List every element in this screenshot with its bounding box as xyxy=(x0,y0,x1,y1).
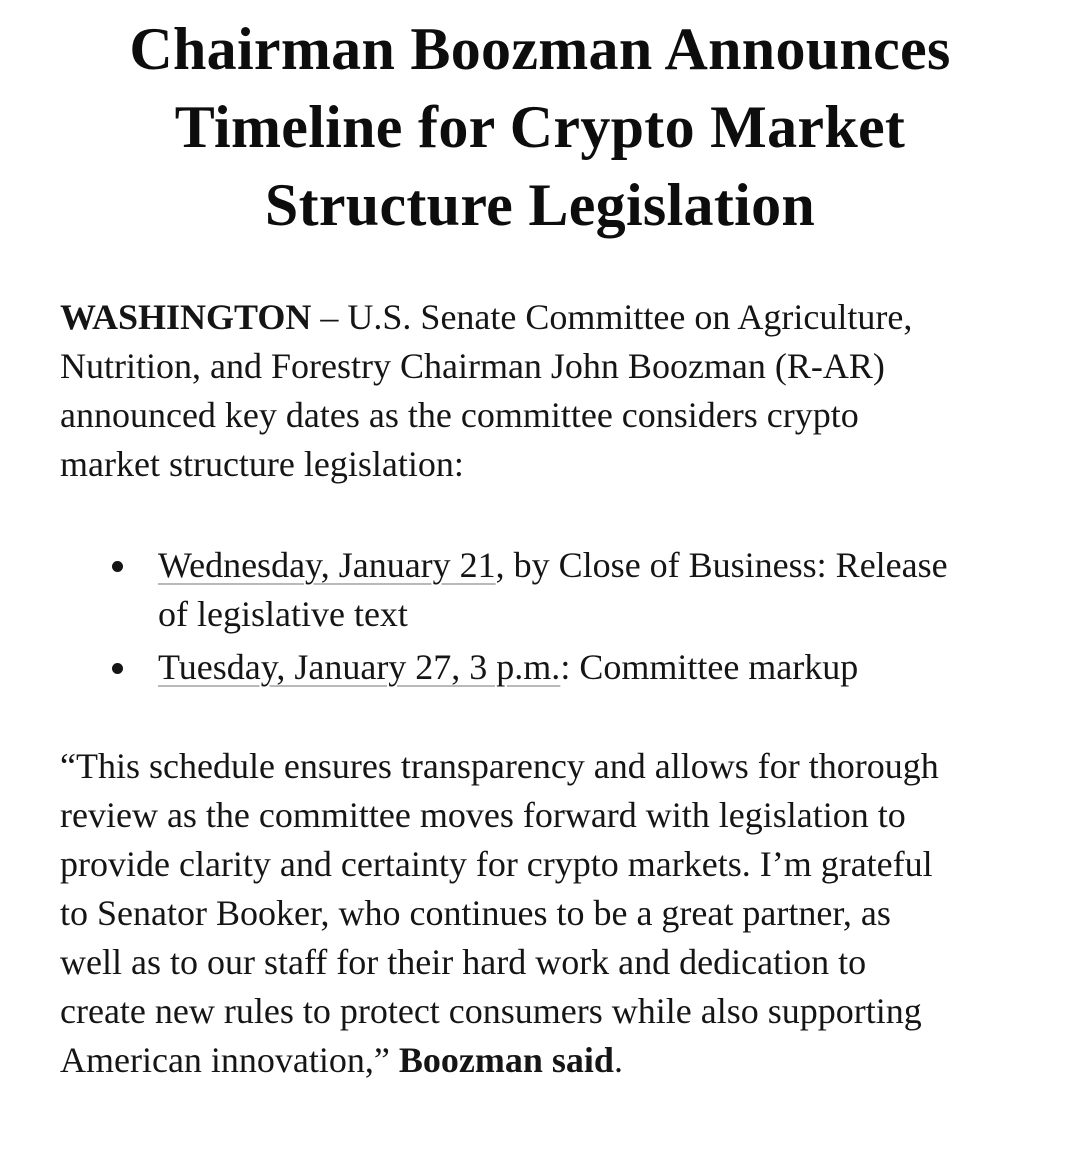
lead-line: Nutrition, and Forestry Chairman John Boozman (R-AR) xyxy=(60,346,885,386)
end-punctuation: . xyxy=(613,1040,623,1080)
quote-line: review as the committee moves forward with legislation to xyxy=(60,795,906,835)
date-link[interactable]: Tuesday, January 27, 3 p.m. xyxy=(158,647,561,687)
timeline-text: : Committee markup xyxy=(560,647,859,687)
timeline-item xyxy=(0,643,1080,692)
timeline-list xyxy=(0,541,1080,696)
quote-line xyxy=(60,1036,1050,1085)
date-link[interactable]: Wednesday, January 21 xyxy=(158,545,496,585)
headline-line: Structure Legislation xyxy=(264,172,816,238)
quote-line: create new rules to protect consumers while also supporting xyxy=(60,991,922,1031)
timeline-text: , by Close of Business: Release xyxy=(495,545,948,585)
headline-line: Timeline for Crypto Market xyxy=(174,94,906,160)
headline-line: Chairman Boozman Announces xyxy=(129,16,951,82)
lead-line: market structure legislation: xyxy=(60,444,464,484)
speaker-attribution: Boozman said xyxy=(398,1040,614,1080)
quote-line: to Senator Booker, who continues to be a great partner, as xyxy=(60,893,891,933)
quote-line: “This schedule ensures transparency and allows for thorough xyxy=(60,746,939,786)
quote-line: provide clarity and certainty for crypto markets. I’m grateful xyxy=(60,844,933,884)
quote-line: well as to our staff for their hard work and dedication to xyxy=(60,942,867,982)
headline xyxy=(40,10,1040,244)
lead-paragraph xyxy=(60,293,1050,489)
timeline-item xyxy=(0,541,1080,639)
lead-line: announced key dates as the committee considers crypto xyxy=(60,395,859,435)
timeline-line: of legislative text xyxy=(158,594,408,634)
dateline: WASHINGTON xyxy=(60,297,312,337)
timeline-line xyxy=(158,541,1080,590)
lead-text: – U.S. Senate Committee on Agriculture, xyxy=(311,297,913,337)
lead-line xyxy=(60,293,1050,342)
quote-text: American innovation,” xyxy=(60,1040,399,1080)
bullet-icon xyxy=(112,561,123,572)
bullet-icon xyxy=(112,663,123,674)
timeline-line xyxy=(158,643,1080,692)
quote-paragraph xyxy=(60,742,1050,1085)
